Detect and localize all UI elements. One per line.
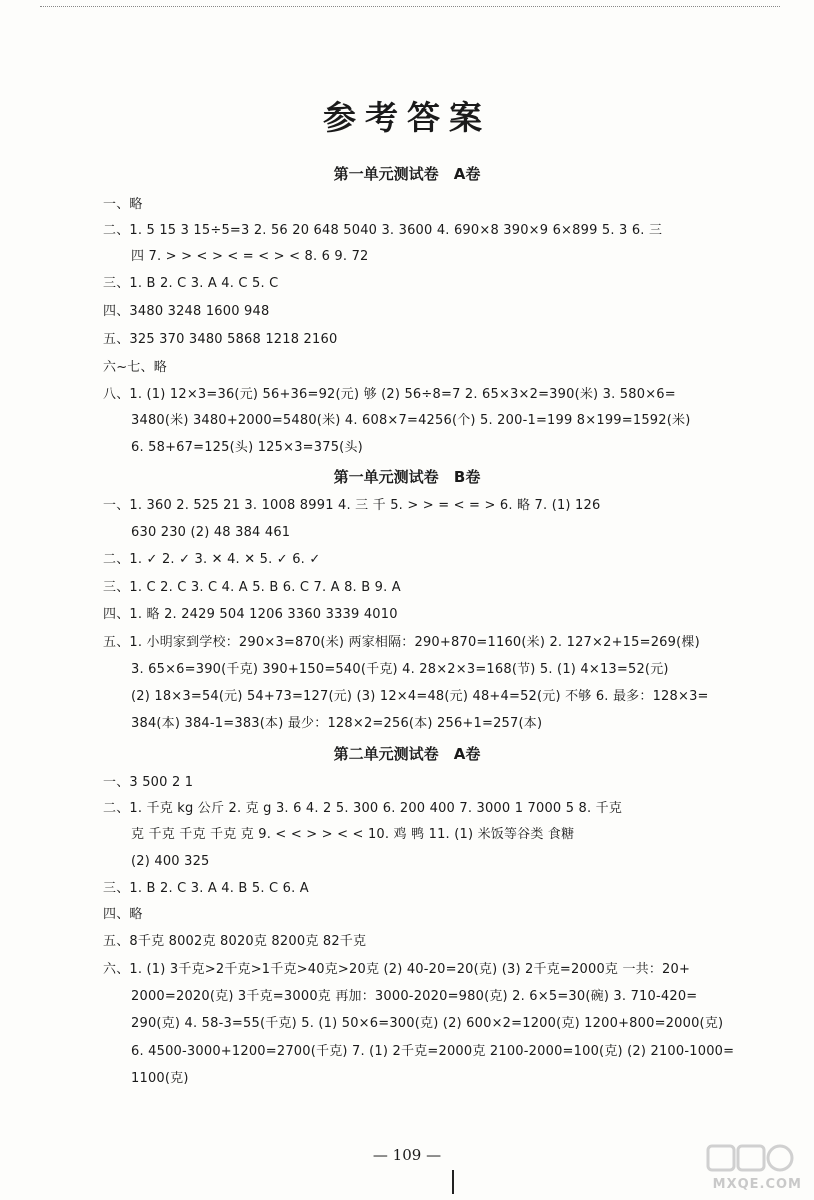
site-watermark <box>696 1142 806 1196</box>
answer-line: 1100(克) <box>131 1071 189 1086</box>
answer-line: 一、1. 360 2. 525 21 3. 1008 8991 4. 三 千 5. > > = < = > 6. 略 7. (1) 126 <box>103 498 601 513</box>
answer-line: 三、1. B 2. C 3. A 4. B 5. C 6. A <box>103 881 309 896</box>
answer-line: 四、3480 3248 1600 948 <box>103 304 270 319</box>
watermark-logo-icon <box>706 1142 796 1174</box>
answer-line: 6. 58+67=125(头) 125×3=375(头) <box>131 440 363 455</box>
answer-line: 二、1. 5 15 3 15÷5=3 2. 56 20 648 5040 3. 3600 4. 690×8 390×9 6×899 5. 3 6. 三 <box>103 223 663 238</box>
answer-line: 八、1. (1) 12×3=36(元) 56+36=92(元) 够 (2) 56÷8=7 2. 65×3×2=390(米) 3. 580×6= <box>103 387 676 402</box>
answer-line: 384(本) 384-1=383(本) 最少：128×2=256(本) 256+1=257(本) <box>131 716 543 731</box>
answer-line: 五、8千克 8002克 8020克 8200克 82千克 <box>103 934 367 949</box>
answer-line: 6. 4500-3000+1200=2700(千克) 7. (1) 2千克=2000克 2100-2000=100(克) (2) 2100-1000= <box>131 1044 735 1059</box>
section-heading-unit2-a: 第二单元测试卷 A卷 <box>333 745 481 763</box>
answer-line: (2) 400 325 <box>131 854 210 869</box>
answer-line: 四、略 <box>103 907 143 922</box>
answer-line: 三、1. B 2. C 3. A 4. C 5. C <box>103 276 279 291</box>
page-title: 参考答案 <box>323 98 491 137</box>
answer-line: 六~七、略 <box>103 360 167 375</box>
scan-mark <box>452 1170 454 1194</box>
page-number: — 109 — <box>372 1146 442 1164</box>
answer-line: 四、1. 略 2. 2429 504 1206 3360 3339 4010 <box>103 607 398 622</box>
top-divider <box>40 6 780 8</box>
answer-line: 二、1. ✓ 2. ✓ 3. ✕ 4. ✕ 5. ✓ 6. ✓ <box>103 552 321 567</box>
watermark-text: MXQE.COM <box>712 1177 802 1192</box>
answer-line: 630 230 (2) 48 384 461 <box>131 525 291 540</box>
answer-line: 五、1. 小明家到学校：290×3=870(米) 两家相隔：290+870=1160(米) 2. 127×2+15=269(棵) <box>103 635 700 650</box>
answer-line: 3480(米) 3480+2000=5480(米) 4. 608×7=4256(个) 5. 200-1=199 8×199=1592(米) <box>131 413 691 428</box>
answer-line: 290(克) 4. 58-3=55(千克) 5. (1) 50×6=300(克) (2) 600×2=1200(克) 1200+800=2000(克) <box>131 1016 724 1031</box>
answer-line: 二、1. 千克 kg 公斤 2. 克 g 3. 6 4. 2 5. 300 6. 200 400 7. 3000 1 7000 5 8. 千克 <box>103 801 623 816</box>
answer-line: 2000=2020(克) 3千克=3000克 再加：3000-2020=980(克) 2. 6×5=30(碗) 3. 710-420= <box>131 989 698 1004</box>
answer-line: 三、1. C 2. C 3. C 4. A 5. B 6. C 7. A 8. B 9. A <box>103 580 401 595</box>
answer-line: 五、325 370 3480 5868 1218 2160 <box>103 332 338 347</box>
answer-line: 一、3 500 2 1 <box>103 775 194 790</box>
answer-line: 克 千克 千克 千克 克 9. < < > > < < 10. 鸡 鸭 11. (1) 米饭等谷类 食糖 <box>131 827 575 842</box>
section-heading-unit1-a: 第一单元测试卷 A卷 <box>333 165 481 183</box>
answer-line: 3. 65×6=390(千克) 390+150=540(千克) 4. 28×2×3=168(节) 5. (1) 4×13=52(元) <box>131 662 669 677</box>
section-heading-unit1-b: 第一单元测试卷 B卷 <box>333 468 481 486</box>
answer-line: 一、略 <box>103 197 143 212</box>
answer-line: 四 7. > > < > < = < > < 8. 6 9. 72 <box>131 249 369 264</box>
answer-line: 六、1. (1) 3千克>2千克>1千克>40克>20克 (2) 40-20=20(克) (3) 2千克=2000克 一共：20+ <box>103 962 691 977</box>
answer-line: (2) 18×3=54(元) 54+73=127(元) (3) 12×4=48(元) 48+4=52(元) 不够 6. 最多：128×3= <box>131 689 709 704</box>
